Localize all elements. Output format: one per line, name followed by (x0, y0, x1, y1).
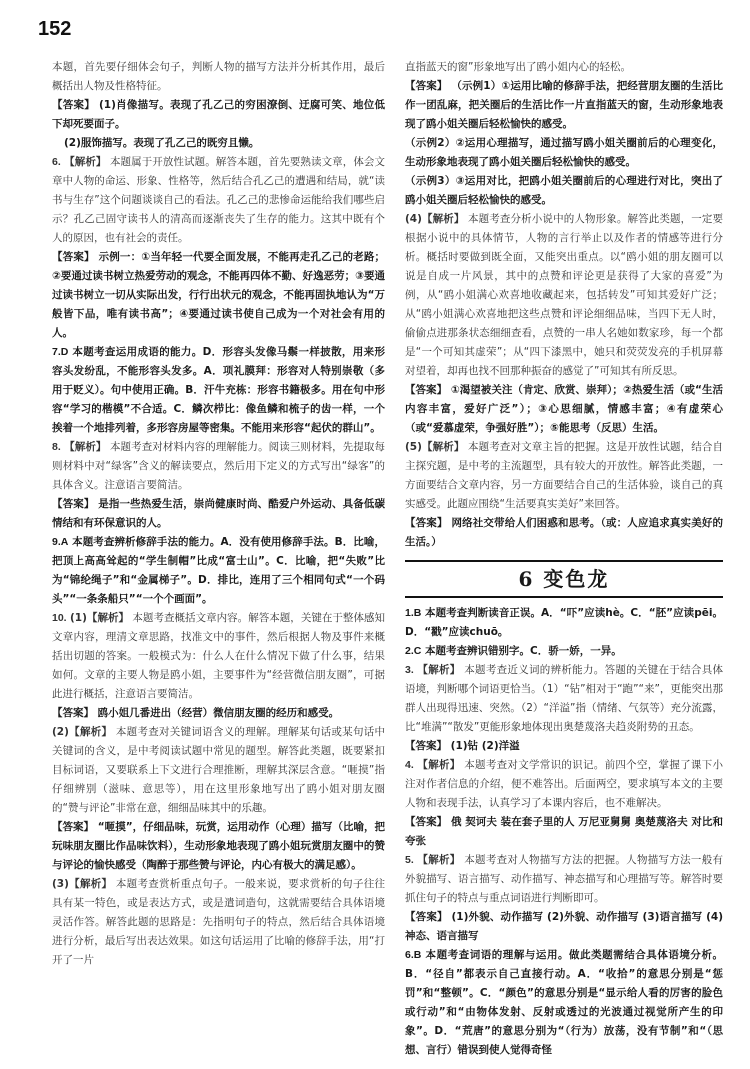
question-number: 9.A (52, 536, 69, 548)
paragraph-text: 本题考查概括文章内容。解答本题，关键在于整体感知文章内容，理清文章思路，找准文中的事件，然后根据人物及事件来概括出切题的答案。一般模式为：什么人在什么情况下做了什么事，结果如何。文章的主要人物是鸥小姐，主要事件为“经营微信朋友圈”，可据此进行概括，注意语言要简洁。 (52, 612, 386, 700)
question-number: 10. (52, 612, 67, 624)
paragraph-text: 本题，首先要仔细体会句子，判断人物的描写方法并分析其作用，最后概括出人物及性格特征。 (52, 61, 385, 92)
section-tag: 【解析】 (417, 854, 461, 866)
paragraph-text: 本题考查对文章主旨的把握。这是开放性试题，结合自主探究题，是中考的主流题型，具有较大的开放性。解答此类题，一方面要结合文章内容，另一方面要结合自己的生活体验，谈自己的真实感受。此题应围绕“生活要真实美好”来回答。 (405, 441, 724, 510)
paragraph (52, 533, 385, 609)
section-tag: 【答案】 (405, 384, 448, 396)
question-number: 1.B (405, 607, 422, 619)
paragraph-text: 本题考查对关键词语含义的理解。理解某句话或某句话中关键词的含义，是中考阅读试题中常见的题型。解答此类题，既要紧扣目标词语，又要联系上下文进行合理推断，理解其深层含意。“咂摸”指仔细辨别（滋味、意思等），用在这里形象地写出了鸥小姐对朋友圈的“赞与评论”非常在意，细细品味其中的乐趣。 (52, 726, 386, 814)
left-column (52, 58, 385, 970)
section-tag: 【答案】 (52, 251, 95, 263)
paragraph-text: 本题考查分析小说中的人物形象。解答此类题，一定要根据小说中的具体情节，人物的言行举止以及作者的情感等进行分析。概括时要做到既全面，又能突出重点。以“鸥小姐的朋友圈可以说是自成一片风景，其中的点赞和评论更是获得了大家的喜爱”为例，从“鸥小姐满心欢喜地收藏起来，包括转发”可知其爱好广泛；从“鸥小姐满心欢喜地把这些点赞和评论细细品味，当四下无人时，偷偷点进那条状态细细查看，点赞的一串人名她如数家珍，每一个都是“一个可知其虚荣”；从“四下漆黑中，她只和荧荧发亮的手机屏幕对望着，却再也找不回那种振奋的感觉了”可知其有所反思。 (405, 213, 724, 377)
paragraph-text: 本题属于开放性试题。解答本题，首先要熟读文章，体会文章中人物的命运、形象、性格等，然后结合孔乙己的遭遇和结局，就“读书与生存”这个问题谈谈自己的看法。孔乙己的悲惨命运能给我们哪些启示？孔乙己固守读书人的清高而逐渐丧失了生存的能力。这其中既有个人的原因，也有社会的责任。 (52, 156, 386, 244)
paragraph (405, 77, 723, 134)
paragraph (52, 58, 385, 96)
section-tag: 【答案】 (405, 816, 448, 828)
paragraph (52, 704, 385, 723)
paragraph (405, 134, 723, 172)
paragraph-text: 本题考查辨析修辞手法的能力。A．没有使用修辞手法。B．比喻，把顶上高高耸起的“学生制帽”比成“富士山”。C．比喻，把“失败”比为“锦纶绳子”和“金属梯子”。D．排比，连用了三个相同句式“一个码头”“一条条船只”“一个个画面”。 (52, 536, 386, 605)
paragraph (405, 514, 723, 552)
paragraph (52, 153, 385, 248)
section-tag: 【答案】 (405, 911, 448, 923)
paragraph (52, 609, 385, 704)
paragraph-text: (1)钻 (2)洋溢 (450, 740, 520, 752)
section-tag: 【答案】 (405, 80, 448, 92)
right-column (405, 58, 723, 1060)
section-tag: (3)【解析】 (52, 878, 113, 890)
paragraph-text: 本题考查辨识错别字。C．骄一娇，一异。 (425, 645, 622, 657)
paragraph (405, 604, 723, 642)
question-number: 8. (52, 441, 61, 453)
paragraph-text: 本题考查词语的理解与运用。做此类题需结合具体语境分析。B．“径自”都表示自己直接行动。A．“收拾”的意思分别是“惩罚”和“整顿”。C．“颜色”的意思分别是“显示给人看的厉害的脸色或行动”和“由物体发射、反射或透过的光波通过视觉所产生的印象”。D．“荒唐”的意思分别为“（行为）放荡，没有节制”和“（思想、言行）错误到使人觉得奇怪 (405, 949, 724, 1056)
paragraph (52, 875, 385, 970)
paragraph (405, 908, 723, 946)
section-tag: (4)【解析】 (405, 213, 465, 225)
paragraph (52, 495, 385, 533)
section-tag: 【解析】 (64, 156, 107, 168)
paragraph-text: “咂摸”，仔细品味，玩赏，运用动作（心理）描写（比喻，把玩味朋友圈比作品味饮料），生动形象地表现了鸥小姐玩赏朋友圈中的赞与评论的愉快感受（陶醉于那些赞与评论，内心有极大的满足感）。 (52, 821, 386, 871)
paragraph-text: 本题考查对材料内容的理解能力。阅读三则材料，先提取每则材料中对“绿客”含义的解读要点，然后用下定义的方式写出“绿客”的具体含义。注意语言要简洁。 (52, 441, 386, 491)
section-tag: (2)【解析】 (52, 726, 113, 738)
paragraph-text: （示例1）①运用比喻的修辞手法，把经营朋友圈的生活比作一团乱麻，把关圈后的生活比作一片直指蓝天的窗，生动形象地表现了鸥小姐关圈后轻松愉快的感受。 (405, 80, 724, 130)
paragraph-text: ①渴望被关注（肯定、欣赏、崇拜）；②热爱生活（或“生活内容丰富，爱好广泛”）；③心思细腻，情感丰富；④有虚荣心（或“爱慕虚荣，争强好胜”）；⑤能思考（反思）生活。 (405, 384, 724, 434)
section-tag: 【答案】 (52, 498, 95, 510)
question-number: 6. (52, 156, 61, 168)
paragraph (405, 642, 723, 661)
section-tag: 【解析】 (417, 759, 461, 771)
paragraph (52, 343, 385, 438)
paragraph (52, 818, 385, 875)
section-tag: 【答案】 (52, 707, 94, 719)
question-number: 6.B (405, 949, 422, 961)
paragraph-text: 本题考查运用成语的能力。D．形容头发像马鬃一样披散，用来形容头发纷乱，不能形容头发多。A．项礼膜拜：形容对人特别崇敬（多用于贬义）。句中使用正确。B．汗牛充栋：形容书籍极多。用在句中形容“学习的楷模”不合适。C．鳞次栉比：像鱼鳞和梳子的齿一样，一个挨着一个地排列着，多形容房屋等密集。不能用来形容“起伏的群山”。 (52, 346, 386, 434)
paragraph (52, 438, 385, 495)
paragraph (405, 851, 723, 908)
paragraph-text: （示例2）②运用心理描写，通过描写鸥小姐关圈前后的心理变化，生动形象地表现了鸥小姐关圈后轻松愉快的感受。 (405, 137, 723, 168)
paragraph-text: (1)外貌、动作描写 (2)外貌、动作描写 (3)语言描写 (4)神态、语言描写 (405, 911, 723, 942)
paragraph (405, 58, 723, 77)
right-intro (405, 58, 723, 552)
question-number: 5. (405, 854, 414, 866)
right-section (405, 604, 723, 1060)
paragraph-text: 本题考查对文学常识的识记。前四个空，掌握了课下小注对作者信息的介绍，便不难答出。后面两空，要求填写本文的主要人物和表现手法，认真学习了本课内容后，也不难解决。 (405, 759, 724, 809)
paragraph-text: 直指蓝天的窗”形象地写出了鸥小姐内心的轻松。 (405, 61, 631, 73)
page-number: 152 (38, 18, 72, 40)
section-tag: 【答案】 (52, 99, 96, 111)
section-tag: 【解析】 (64, 441, 107, 453)
paragraph-text: 本题考查赏析重点句子。一般来说，要求赏析的句子往往具有某一特色，或是表达方式，或是遣词造句，这就需要结合具体语境灵活作答。解答此题的思路是：先指明句子的特点，然后结合具体语境进行分析，最后写出表达效果。如这句话运用了比喻的修辞手法，用“打开了一片 (52, 878, 386, 966)
paragraph (405, 756, 723, 813)
section-tag: 【解析】 (417, 664, 461, 676)
paragraph-text: 网络社交带给人们困惑和思考。（或：人应追求真实美好的生活。） (405, 517, 724, 548)
question-number: 2.C (405, 645, 422, 657)
section-tag: 【答案】 (405, 740, 447, 752)
paragraph (405, 438, 723, 514)
paragraph (405, 946, 723, 1060)
paragraph-text: 俄 契诃夫 装在套子里的人 万尼亚舅舅 奥楚蔑洛夫 对比和夸张 (405, 816, 723, 847)
question-number: 3. (405, 664, 414, 676)
paragraph-text: 示例一：①当年轻一代要全面发展，不能再走孔乙己的老路；②要通过读书树立热爱劳动的观念，不能再四体不勤、好逸恶劳；③要通过读书树立一切从实际出发，行行出状元的观念，不能再固执地认为“万般皆下品，唯有读书高”；④要通过读书使自己成为一个对社会有用的人。 (52, 251, 386, 339)
paragraph (405, 210, 723, 381)
paragraph (405, 737, 723, 756)
section-title: 6 变色龙 (405, 560, 723, 598)
paragraph-text: 本题考查对人物描写方法的把握。人物描写方法一般有外貌描写、语言描写、动作描写、神态描写和心理描写等。解答时要抓住句子的特点与重点词语进行判断即可。 (405, 854, 724, 904)
section-tag: 【答案】 (52, 821, 95, 833)
paragraph (52, 723, 385, 818)
paragraph-text: 鸥小姐几番进出（经营）微信朋友圈的经历和感受。 (97, 707, 340, 719)
paragraph-text: (2)服饰描写。表现了孔乙己的既穷且懒。 (64, 137, 260, 149)
paragraph (52, 248, 385, 343)
question-number: 4. (405, 759, 414, 771)
paragraph-text: (1)肖像描写。表现了孔乙己的穷困潦倒、迂腐可笑、地位低下却死要面子。 (52, 99, 386, 130)
paragraph (405, 172, 723, 210)
paragraph-text: 本题考查近义词的辨析能力。答题的关键在于结合具体语境，判断哪个词语更恰当。（1）“钻”相对于“跑”“来”，更能突出那群人出现得迅速、突然。（2）“洋溢”指（情绪、气氛等）充分流露，比“堆满”“散发”更能形象地体现出奥楚蔑洛夫趋炎附势的丑态。 (405, 664, 724, 733)
paragraph (405, 661, 723, 737)
paragraph-text: （示例3）③运用对比，把鸥小姐关圈前后的心理进行对比，突出了鸥小姐关圈后轻松愉快的感受。 (405, 175, 723, 206)
section-tag: 【答案】 (405, 517, 448, 529)
section-tag: (1)【解析】 (69, 612, 130, 624)
question-number: 7.D (52, 346, 69, 358)
paragraph-text: 是指一些热爱生活，崇尚健康时尚、酷爱户外运动、具备低碳情结和有环保意识的人。 (52, 498, 386, 529)
paragraph (52, 96, 385, 134)
paragraph-text: 本题考查判断读音正误。A．“吓”应读hè。C．“胚”应读pēi。D．“戳”应读chuō。 (405, 607, 723, 638)
paragraph (405, 381, 723, 438)
paragraph (52, 134, 385, 153)
section-tag: (5)【解析】 (405, 441, 465, 453)
paragraph (405, 813, 723, 851)
